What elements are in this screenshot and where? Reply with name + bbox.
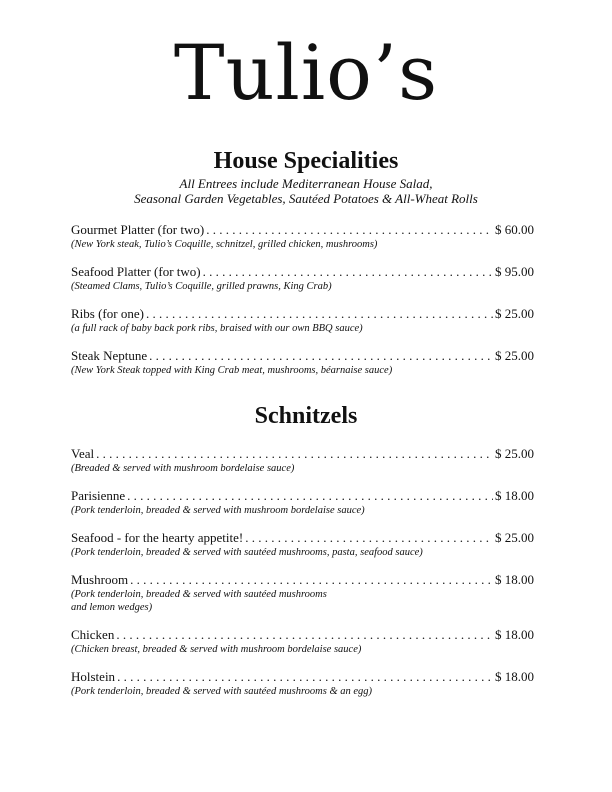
restaurant-logo: Tulio’s (173, 28, 439, 117)
section-subtitle-line-2: Seasonal Garden Vegetables, Sautéed Potatoes & All-Wheat Rolls (134, 191, 478, 206)
dot-leader (206, 222, 493, 238)
dot-leader (245, 530, 493, 546)
section-title-house-specialities: House Specialities (213, 148, 399, 174)
item-description: (a full rack of baby back pork ribs, braised with our own BBQ sauce) (71, 323, 363, 334)
item-description: (Steamed Clams, Tulio’s Coquille, grilled prawns, King Crab) (71, 281, 332, 292)
dot-leader (116, 627, 493, 643)
menu-item (71, 669, 534, 698)
menu-item (71, 446, 534, 475)
item-description: (Pork tenderloin, breaded & served with sautéed mushrooms (71, 589, 327, 600)
menu-item (71, 488, 534, 517)
item-price: $ 60.00 (495, 222, 534, 237)
menu-item (71, 348, 534, 377)
item-description: (Pork tenderloin, breaded & served with sautéed mushrooms & an egg) (71, 686, 373, 697)
item-price: $ 18.00 (495, 669, 534, 684)
item-name: Holstein (71, 669, 116, 684)
dot-leader (146, 306, 493, 322)
dot-leader (130, 572, 493, 588)
menu-item (71, 627, 534, 656)
item-description: (New York steak, Tulio’s Coquille, schnitzel, grilled chicken, mushrooms) (71, 239, 378, 250)
item-price: $ 25.00 (495, 446, 534, 461)
item-description: (Pork tenderloin, breaded & served with mushroom bordelaise sauce) (71, 505, 365, 516)
dot-leader (203, 264, 493, 280)
item-name: Seafood - for the hearty appetite! (71, 530, 244, 545)
item-name: Seafood Platter (for two) (71, 264, 201, 279)
menu-item (71, 306, 534, 335)
item-description: (New York Steak topped with King Crab meat, mushrooms, béarnaise sauce) (71, 365, 393, 376)
menu-item (71, 264, 534, 293)
item-name: Veal (71, 446, 95, 461)
menu-item (71, 222, 534, 251)
item-name: Ribs (for one) (71, 306, 144, 321)
item-name: Gourmet Platter (for two) (71, 222, 205, 237)
section-title-schnitzels: Schnitzels (254, 403, 358, 429)
dot-leader (96, 446, 493, 462)
item-price: $ 25.00 (495, 348, 534, 363)
item-price: $ 25.00 (495, 530, 534, 545)
item-price: $ 18.00 (495, 572, 534, 587)
dot-leader (117, 669, 493, 685)
item-description: (Pork tenderloin, breaded & served with sautéed mushrooms, pasta, seafood sauce) (71, 547, 423, 558)
section-subtitle-line-1: All Entrees include Mediterranean House Salad, (179, 176, 433, 191)
item-price: $ 25.00 (495, 306, 534, 321)
dot-leader (149, 348, 493, 364)
item-price: $ 18.00 (495, 488, 534, 503)
item-name: Parisienne (71, 488, 126, 503)
item-name: Chicken (71, 627, 115, 642)
item-price: $ 18.00 (495, 627, 534, 642)
menu-item (71, 530, 534, 559)
item-description: (Breaded & served with mushroom bordelaise sauce) (71, 463, 295, 474)
item-name: Mushroom (71, 572, 129, 587)
item-price: $ 95.00 (495, 264, 534, 279)
dot-leader (127, 488, 493, 504)
item-description-continued: and lemon wedges) (71, 602, 153, 613)
item-description: (Chicken breast, breaded & served with mushroom bordelaise sauce) (71, 644, 362, 655)
menu-item (71, 572, 534, 614)
item-name: Steak Neptune (71, 348, 148, 363)
